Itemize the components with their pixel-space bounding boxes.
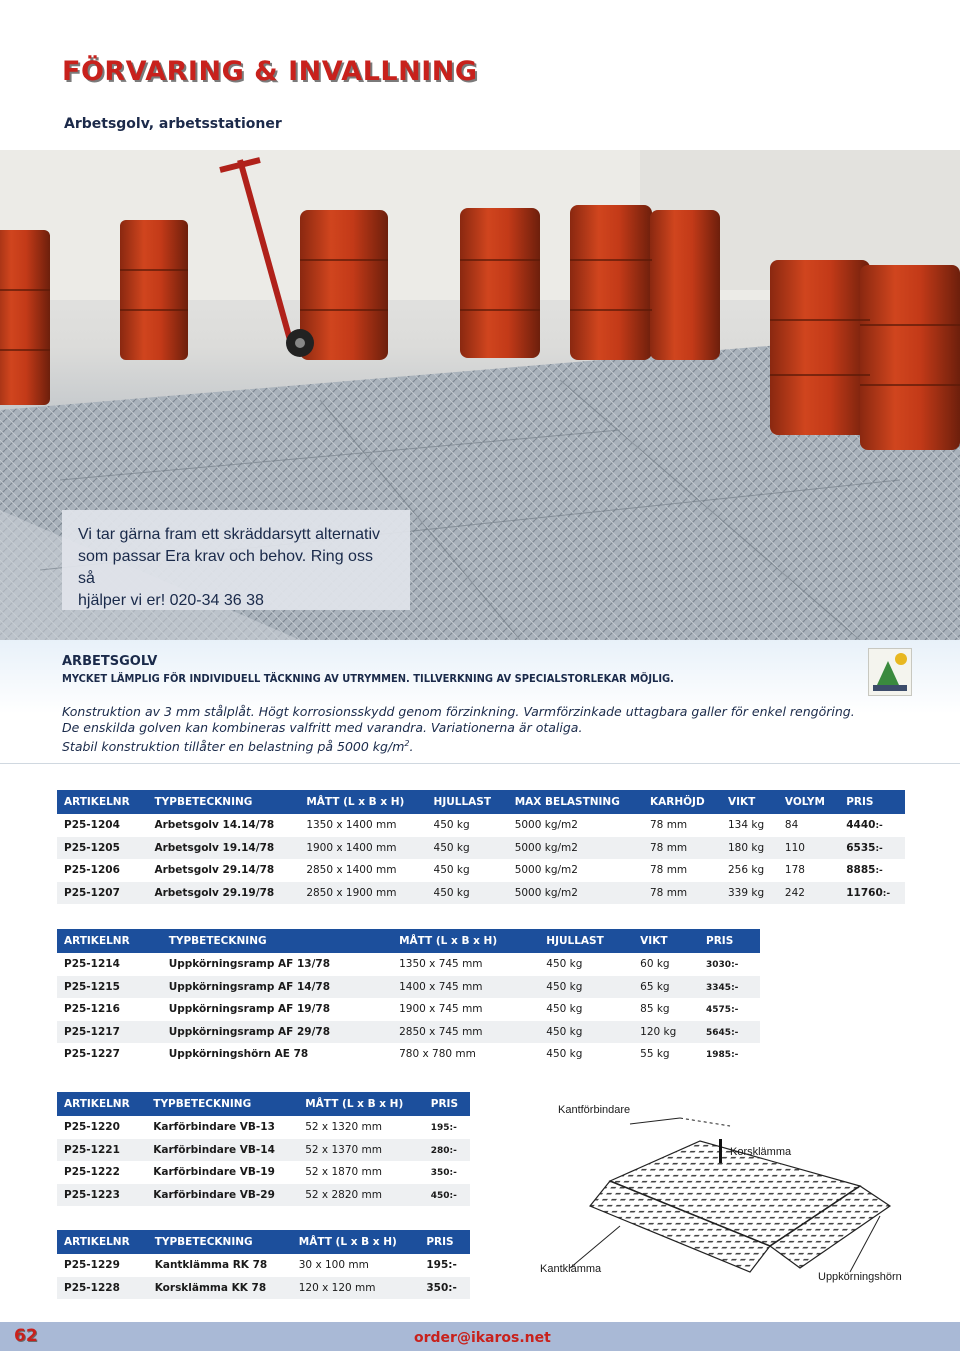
cell-hjul: 450 kg [427, 837, 508, 860]
cell-art: P25-1207 [57, 882, 147, 905]
table-row [57, 1161, 470, 1184]
price-value: 11760 [846, 886, 883, 899]
price-suffix: :- [875, 866, 883, 877]
custom-offer-text: Vi tar gärna fram ett skräddarsytt alternativ som passar Era krav och behov. Ring oss så hjälper vi er! 020-34 36 38 [78, 526, 381, 609]
cell-matt: 52 x 1870 mm [298, 1161, 424, 1184]
cell-typ: Uppkörningshörn AE 78 [162, 1043, 392, 1066]
col-header: MÅTT (L x B x H) [292, 1230, 420, 1254]
cell-matt: 30 x 100 mm [292, 1254, 420, 1277]
price-value: 5645 [706, 1027, 732, 1038]
price-suffix: :- [731, 1005, 739, 1016]
col-header: ARTIKELNR [57, 1092, 146, 1116]
cell-matt: 2850 x 1900 mm [299, 882, 426, 905]
clamp-table [57, 1230, 470, 1300]
cell-hjul: 450 kg [539, 1021, 633, 1044]
col-header: MÅTT (L x B x H) [299, 790, 426, 814]
col-header: VIKT [721, 790, 778, 814]
price-value: 350 [430, 1168, 450, 1179]
cell-art: P25-1228 [57, 1277, 148, 1300]
price-suffix: :- [449, 1168, 457, 1179]
cell-max: 5000 kg/m2 [508, 814, 643, 837]
label-uppkorningshorn: Uppkörningshörn [818, 1271, 902, 1283]
sun-icon [895, 653, 907, 665]
cell-matt: 52 x 1370 mm [298, 1139, 424, 1162]
price-suffix: :- [731, 1027, 739, 1038]
page-title: FÖRVARING & INVALLNING [62, 56, 478, 87]
cell-hjul: 450 kg [539, 998, 633, 1021]
price-suffix: :- [875, 843, 883, 854]
cell-art: P25-1222 [57, 1161, 146, 1184]
cell-pris [699, 976, 760, 999]
price-suffix: :- [875, 821, 883, 831]
cell-matt: 1900 x 745 mm [392, 998, 539, 1021]
cell-art: P25-1214 [57, 953, 162, 976]
col-header: ARTIKELNR [57, 1230, 148, 1254]
cell-vikt: 256 kg [721, 859, 778, 882]
cell-matt: 1400 x 745 mm [392, 976, 539, 999]
logo-base [873, 685, 907, 691]
col-header: PRIS [699, 929, 760, 953]
col-header: ARTIKELNR [57, 929, 162, 953]
cell-pris [839, 859, 905, 882]
product-description [62, 704, 855, 755]
cell-matt: 2850 x 1400 mm [299, 859, 426, 882]
table-row [57, 1184, 470, 1207]
section-title: ARBETSGOLV [62, 654, 158, 669]
cell-art: P25-1206 [57, 859, 147, 882]
cell-pris [419, 1254, 470, 1277]
cell-typ: Korsklämma KK 78 [148, 1277, 292, 1300]
price-value: 350 [426, 1281, 449, 1294]
superscript: 2 [404, 739, 410, 748]
label-kantklamma: Kantklämma [540, 1263, 602, 1275]
cell-matt: 2850 x 745 mm [392, 1021, 539, 1044]
table-row [57, 1139, 470, 1162]
cell-matt: 780 x 780 mm [392, 1043, 539, 1066]
cell-typ: Arbetsgolv 19.14/78 [147, 837, 299, 860]
ramp-table [57, 929, 760, 1066]
table-row [57, 882, 905, 905]
price-value: 4440 [846, 819, 876, 831]
cell-pris [699, 953, 760, 976]
col-header: HJULLAST [539, 929, 633, 953]
cell-typ: Karförbindare VB-14 [146, 1139, 298, 1162]
cell-hjul: 450 kg [539, 953, 633, 976]
col-header: KARHÖJD [643, 790, 721, 814]
price-value: 195 [430, 1123, 450, 1133]
cell-art: P25-1220 [57, 1116, 146, 1139]
col-header: MÅTT (L x B x H) [298, 1092, 424, 1116]
cell-pris [699, 998, 760, 1021]
description-line: Konstruktion av 3 mm stålplåt. Högt korrosionsskydd genom förzinkning. Varmförzinkade uttagbara galler för enkel rengöring. [62, 704, 855, 719]
cell-vikt: 180 kg [721, 837, 778, 860]
cell-max: 5000 kg/m2 [508, 837, 643, 860]
col-header: VOLYM [778, 790, 839, 814]
cell-art: P25-1204 [57, 814, 147, 837]
cell-typ: Karförbindare VB-13 [146, 1116, 298, 1139]
price-suffix: :- [449, 1190, 457, 1201]
price-value: 195 [426, 1259, 449, 1271]
cell-vikt: 85 kg [633, 998, 699, 1021]
price-value: 450 [430, 1190, 450, 1201]
cell-art: P25-1229 [57, 1254, 148, 1277]
cell-vikt: 120 kg [633, 1021, 699, 1044]
cell-art: P25-1221 [57, 1139, 146, 1162]
price-suffix: :- [731, 1050, 739, 1061]
cell-pris [419, 1277, 470, 1300]
cell-art: P25-1205 [57, 837, 147, 860]
cell-vikt: 134 kg [721, 814, 778, 837]
price-value: 280 [430, 1145, 450, 1156]
cell-pris [424, 1116, 470, 1139]
cell-typ: Kantklämma RK 78 [148, 1254, 292, 1277]
cell-typ: Karförbindare VB-29 [146, 1184, 298, 1207]
cell-matt: 52 x 1320 mm [298, 1116, 424, 1139]
table-row [57, 976, 760, 999]
col-header: TYPBETECKNING [146, 1092, 298, 1116]
table-row [57, 1254, 470, 1277]
price-value: 3030 [706, 960, 732, 970]
cell-matt: 1900 x 1400 mm [299, 837, 426, 860]
cell-hjul: 450 kg [427, 814, 508, 837]
col-header: PRIS [419, 1230, 470, 1254]
tree-icon [877, 661, 899, 685]
cell-art: P25-1216 [57, 998, 162, 1021]
cell-hjul: 450 kg [539, 1043, 633, 1066]
col-header: TYPBETECKNING [147, 790, 299, 814]
price-value: 1985 [706, 1050, 732, 1061]
price-value: 6535 [846, 841, 876, 854]
custom-offer-box [62, 510, 410, 610]
price-suffix: :- [731, 960, 739, 970]
page-number: 62 [14, 1326, 38, 1346]
cell-pris [699, 1043, 760, 1066]
cell-pris [839, 814, 905, 837]
price-value: 3345 [706, 982, 732, 993]
price-suffix: :- [448, 1281, 457, 1294]
cell-typ: Arbetsgolv 29.14/78 [147, 859, 299, 882]
price-suffix: :- [448, 1259, 457, 1271]
col-header: ARTIKELNR [57, 790, 147, 814]
table-row [57, 998, 760, 1021]
cell-art: P25-1215 [57, 976, 162, 999]
table-row [57, 859, 905, 882]
table-row [57, 837, 905, 860]
cell-art: P25-1217 [57, 1021, 162, 1044]
table-row [57, 1116, 470, 1139]
col-header: MÅTT (L x B x H) [392, 929, 539, 953]
col-header: TYPBETECKNING [148, 1230, 292, 1254]
cell-kar: 78 mm [643, 837, 721, 860]
cell-pris [839, 882, 905, 905]
cell-kar: 78 mm [643, 814, 721, 837]
price-suffix: :- [882, 888, 891, 899]
contact-email[interactable]: order@ikaros.net [414, 1330, 551, 1346]
cell-pris [839, 837, 905, 860]
product-info [0, 640, 960, 764]
cell-pris [424, 1184, 470, 1207]
col-header: HJULLAST [427, 790, 508, 814]
table-row [57, 953, 760, 976]
label-korsklamma: Korsklämma [730, 1146, 792, 1158]
col-header: MAX BELASTNING [508, 790, 643, 814]
cell-matt: 1350 x 1400 mm [299, 814, 426, 837]
description-period: . [409, 739, 414, 755]
cell-typ: Karförbindare VB-19 [146, 1161, 298, 1184]
price-value: 4575 [706, 1005, 732, 1016]
cell-vol: 84 [778, 814, 839, 837]
workfloor-table [57, 790, 905, 905]
cell-matt: 52 x 2820 mm [298, 1184, 424, 1207]
cell-vikt: 339 kg [721, 882, 778, 905]
cell-typ: Arbetsgolv 29.19/78 [147, 882, 299, 905]
cell-hjul: 450 kg [539, 976, 633, 999]
eco-logo [868, 648, 912, 696]
cell-matt: 120 x 120 mm [292, 1277, 420, 1300]
cell-vol: 110 [778, 837, 839, 860]
cell-matt: 1350 x 745 mm [392, 953, 539, 976]
cell-hjul: 450 kg [427, 882, 508, 905]
cell-pris [424, 1139, 470, 1162]
table-row [57, 814, 905, 837]
cell-art: P25-1227 [57, 1043, 162, 1066]
price-value: 8885 [846, 864, 876, 877]
cell-vikt: 60 kg [633, 953, 699, 976]
col-header: VIKT [633, 929, 699, 953]
section-subtitle: MYCKET LÄMPLIG FÖR INDIVIDUELL TÄCKNING AV UTRYMMEN. TILLVERKNING AV SPECIALSTORLEKAR MÖJLIG. [62, 672, 674, 685]
cell-max: 5000 kg/m2 [508, 859, 643, 882]
price-suffix: :- [449, 1145, 457, 1156]
cell-hjul: 450 kg [427, 859, 508, 882]
cell-typ: Uppkörningsramp AF 29/78 [162, 1021, 392, 1044]
cell-pris [424, 1161, 470, 1184]
cell-max: 5000 kg/m2 [508, 882, 643, 905]
col-header: PRIS [839, 790, 905, 814]
cell-vol: 178 [778, 859, 839, 882]
label-kantforbindare: Kantförbindare [558, 1104, 631, 1116]
description-line: De enskilda golven kan kombineras valfritt med varandra. Variationerna är otaliga. [62, 720, 583, 735]
cell-typ: Arbetsgolv 14.14/78 [147, 814, 299, 837]
description-line [62, 736, 855, 755]
cell-typ: Uppkörningsramp AF 13/78 [162, 953, 392, 976]
table-row [57, 1043, 760, 1066]
price-suffix: :- [731, 982, 739, 993]
col-header: PRIS [424, 1092, 470, 1116]
connector-table [57, 1092, 470, 1207]
cell-art: P25-1223 [57, 1184, 146, 1207]
page-header [0, 0, 960, 170]
cell-vikt: 55 kg [633, 1043, 699, 1066]
cell-pris [699, 1021, 760, 1044]
table-row [57, 1277, 470, 1300]
price-suffix: :- [449, 1123, 457, 1133]
assembly-diagram [530, 1096, 930, 1292]
cell-typ: Uppkörningsramp AF 19/78 [162, 998, 392, 1021]
cell-kar: 78 mm [643, 882, 721, 905]
cell-vikt: 65 kg [633, 976, 699, 999]
col-header: TYPBETECKNING [162, 929, 392, 953]
page-subtitle: Arbetsgolv, arbetsstationer [64, 116, 282, 132]
cell-kar: 78 mm [643, 859, 721, 882]
description-text: Stabil konstruktion tillåter en belastning på 5000 kg/m [62, 739, 405, 755]
table-row [57, 1021, 760, 1044]
cell-vol: 242 [778, 882, 839, 905]
cell-typ: Uppkörningsramp AF 14/78 [162, 976, 392, 999]
